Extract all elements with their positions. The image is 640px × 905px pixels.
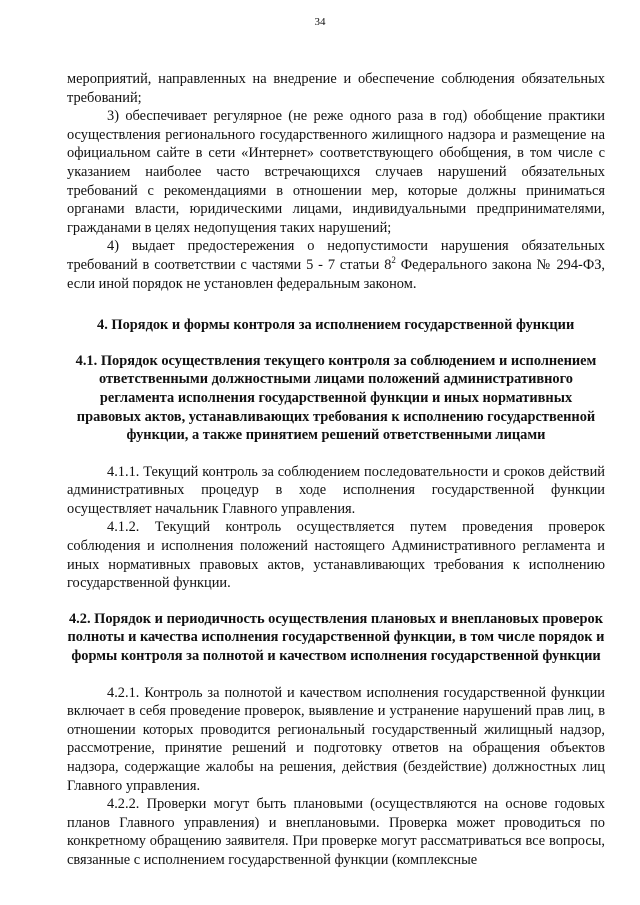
- paragraph-4-2-2: 4.2.2. Проверки могут быть плановыми (осуществляются на основе годовых планов Главного управления) и внеплановыми. Проверка может проводиться по конкретному обращению заявителя. При проверке могут рассматриваться все вопросы, связанные с исполнением государственной функции (комплексные: [67, 796, 605, 868]
- paragraph-4-1-1: 4.1.1. Текущий контроль за соблюдением последовательности и сроков действий административных процедур в ходе исполнения государственной функции осуществляет начальник Главного управления.: [67, 463, 605, 517]
- section-4-heading: 4. Порядок и формы контроля за исполнением государственной функции: [97, 317, 575, 334]
- paragraph-4-2-1: 4.2.1. Контроль за полнотой и качеством исполнения государственной функции включает в себя проведение проверок, выявление и устранение нарушений прав лиц, в отношении которых проводится региональный государственный жилищный надзор, рассмотрение, принятие решений и подготовку ответов на обращения объектов надзора, содержащие жалобы на решения, действия (бездействие) должностных лиц Главного управления.: [67, 684, 605, 794]
- document-body: [67, 70, 605, 870]
- page-number: 34: [314, 16, 326, 28]
- paragraph-item-4-part-1: 4) выдает предостережения о недопустимости нарушения обязательных требований в соответствии с частями 5 - 7 статьи 8: [67, 238, 605, 273]
- section-4-1-heading: 4.1. Порядок осуществления текущего контроля за соблюдением и исполнением ответственными должностными лицами положений административного регламента исполнения государственной функции и иных нормативных правовых актов, устанавливающих требования к исполнению государственной функции, а также принятием решений ответственными лицами: [75, 352, 597, 444]
- section-4-2-heading: 4.2. Порядок и периодичность осуществления плановых и внеплановых проверок полноты и качества исполнения государственной функции, в том числе порядок и формы контроля за полнотой и качеством исполнения государственной функции: [67, 610, 605, 665]
- paragraph-item-4-part-2: Федерального закона № 294-ФЗ, если иной порядок не установлен федеральным законом.: [67, 256, 605, 292]
- paragraph-item-4: [67, 237, 605, 293]
- paragraph-4-1-2: 4.1.2. Текущий контроль осуществляется путем проведения проверок соблюдения и исполнения положений настоящего Административного регламента и иных нормативных правовых актов, устанавливающих требования к исполнению государственной функции.: [67, 519, 605, 592]
- paragraph-item-3: 3) обеспечивает регулярное (не реже одного раза в год) обобщение практики осуществления регионального государственного жилищного надзора и размещение на официальном сайте в сети «Интернет» соответствующего обобщения, в том числе с указанием наиболее часто встречающихся случаев нарушений обязательных требований с рекомендациями в отношении мер, которые должны приниматься органами власти, юридическими лицами, индивидуальными предпринимателями, гражданами в целях недопущения таких нарушений;: [67, 108, 605, 236]
- paragraph-continuation: мероприятий, направленных на внедрение и обеспечение соблюдения обязательных требований;: [67, 71, 605, 106]
- article-superscript: 2: [391, 254, 396, 265]
